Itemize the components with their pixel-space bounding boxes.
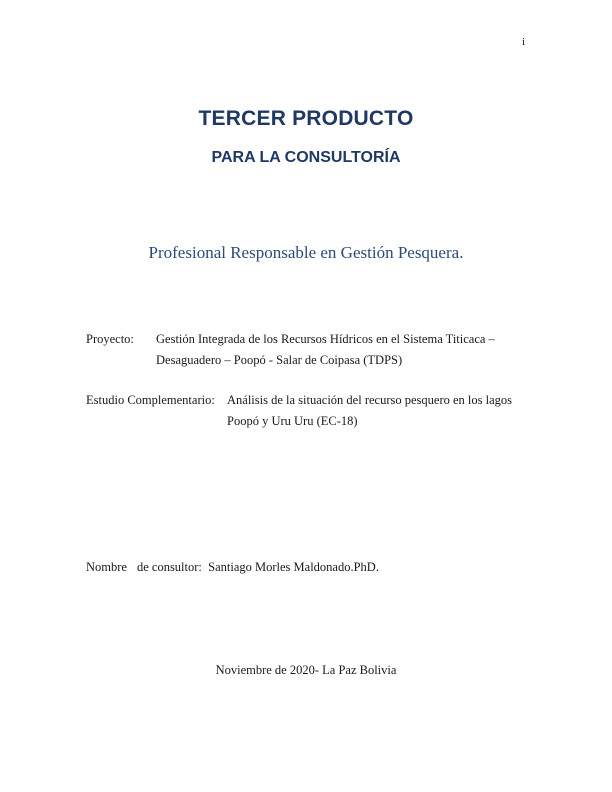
- document-title: TERCER PRODUCTO: [198, 107, 414, 130]
- consultant-label-part2: de consultor:: [136, 560, 202, 574]
- professional-role: Profesional Responsable en Gestión Pesquera.: [148, 243, 464, 262]
- consultant-label-part1: Nombre: [86, 560, 127, 574]
- page-number: i: [522, 36, 526, 48]
- date-place: Noviembre de 2020- La Paz Bolivia: [215, 663, 397, 677]
- study-value: Análisis de la situación del recurso pesquero en los lagos Poopó y Uru Uru (EC-18): [227, 393, 512, 428]
- study-row: [86, 390, 531, 434]
- study-label: Estudio Complementario:: [86, 393, 215, 407]
- project-value: Gestión Integrada de los Recursos Hídricos en el Sistema Titicaca – Desaguadero – Poopó - Salar de Coipasa (TDPS): [156, 332, 495, 367]
- project-label: Proyecto:: [86, 332, 134, 346]
- consultant-line: [86, 557, 379, 578]
- consultant-name: Santiago Morles Maldonado.PhD.: [208, 560, 379, 574]
- project-row: [86, 329, 526, 373]
- document-subtitle: PARA LA CONSULTORÍA: [211, 149, 401, 166]
